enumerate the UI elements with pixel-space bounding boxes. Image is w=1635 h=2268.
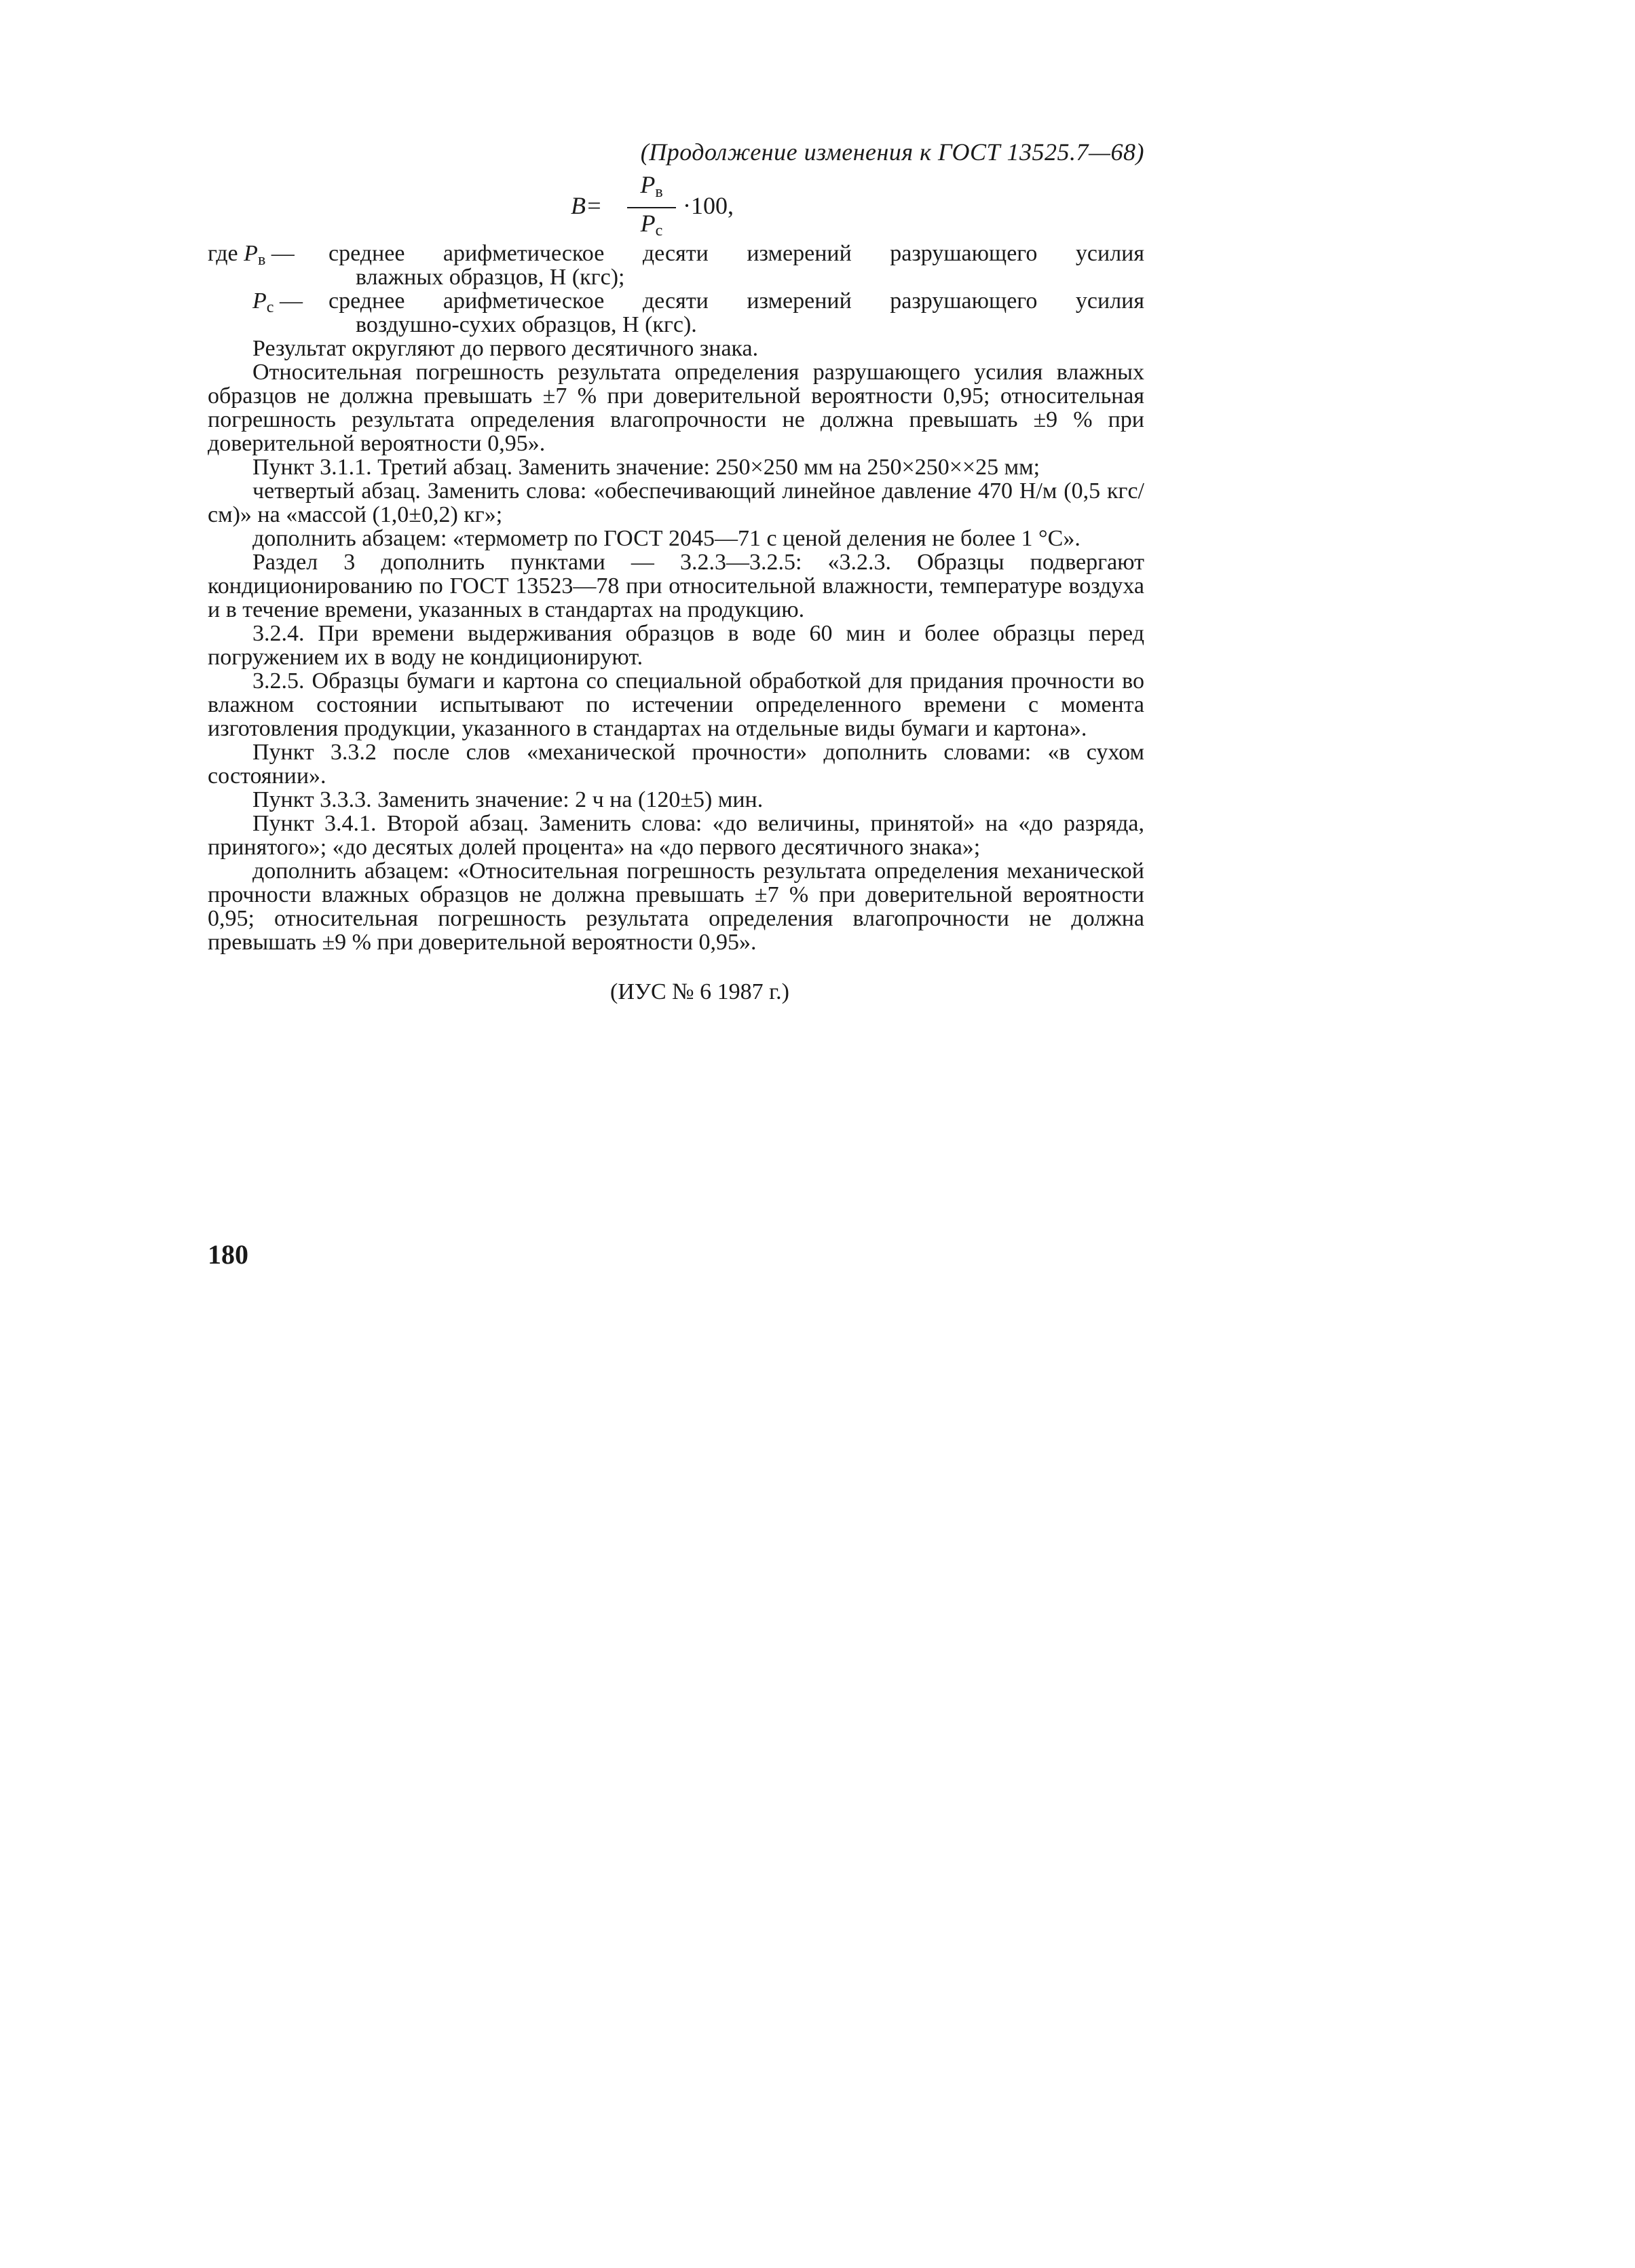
formula [208, 171, 1144, 239]
paragraph: Пункт 3.3.2 после слов «механической прочности» дополнить словами: «в сухом состоянии». [208, 740, 1144, 789]
paragraph: четвертый абзац. Заменить слова: «обеспечивающий линейное давление 470 Н/м (0,5 кгс/см)» на «массой (1,0±0,2) кг»; [208, 478, 1144, 527]
definition-text: среднее арифметическое десяти измерений разрушающего усилия [328, 288, 1144, 314]
page-number: 180 [208, 1239, 248, 1270]
continuation-header: (Продолжение изменения к ГОСТ 13525.7—68) [640, 138, 1144, 166]
formula-lhs: B= [571, 192, 603, 219]
definition-text: среднее арифметическое десяти измерений разрушающего усилия [328, 241, 1144, 266]
definition-item: где $P_в$ — среднее арифметическое десяти измерений разрушающего усилия влажных образцов, Н (кгс); [208, 241, 1144, 290]
paragraph: Пункт 3.4.1. Второй абзац. Заменить слова: «до величины, принятой» на «до разряда, принятого»; «до десятых долей процента» на «до первого десятичного знака»; [208, 811, 1144, 860]
definitions [208, 242, 1144, 337]
paragraph: дополнить абзацем: «термометр по ГОСТ 2045—71 с ценой деления не более 1 °С». [252, 526, 1080, 551]
document-page [208, 136, 1144, 1006]
definition-text-cont: влажных образцов, Н (кгс); [356, 265, 625, 290]
definition-text-cont: воздушно-сухих образцов, Н (кгс). [356, 312, 697, 337]
paragraph: Пункт 3.1.1. Третий абзац. Заменить значение: 250×250 мм на 250×250××25 мм; [252, 455, 1040, 480]
paragraph: 3.2.5. Образцы бумаги и картона со специальной обработкой для придания прочности во влажном состоянии испытывают по истечении определенного времени с момента изготовления продукции, указанного в стандартах на отдельные виды бумаги и картона». [208, 668, 1144, 741]
paragraph: Раздел 3 дополнить пунктами — 3.2.3—3.2.5: «3.2.3. Образцы подвергают кондиционированию по ГОСТ 13523—78 при относительной влажности, температуре воздуха и в течение времени, указанных в стандартах на продукцию. [208, 550, 1144, 622]
definition-item: $P_с$ — среднее арифметическое десяти измерений разрушающего усилия воздушно-сухих образцов, Н (кгс). [252, 288, 1144, 337]
formula-denominator: $P_с$ [640, 210, 663, 240]
formula-numerator: $P_в$ [627, 171, 676, 208]
paragraph: Результат округляют до первого десятичного знака. [252, 336, 759, 361]
formula-rhs: ·100, [683, 192, 734, 219]
paragraph: дополнить абзацем: «Относительная погрешность результата определения механической прочности влажных образцов не должна превышать ±7 % при доверительной вероятности 0,95; относительная погрешность результата определения влагопрочности не должна превышать ±9 % при доверительной вероятности 0,95». [208, 858, 1144, 955]
paragraph: 3.2.4. При времени выдерживания образцов в воде 60 мин и более образцы перед погружением их в воду не кондиционируют. [208, 621, 1144, 670]
source-reference: (ИУС № 6 1987 г.) [610, 979, 789, 1004]
paragraph: Пункт 3.3.3. Заменить значение: 2 ч на (120±5) мин. [252, 787, 764, 812]
paragraph: Относительная погрешность результата определения разрушающего усилия влажных образцов не должна превышать ±7 % при доверительной вероятности 0,95; относительная погрешность результата определения влагопрочности не должна превышать ±9 % при доверительной вероятности 0,95». [208, 360, 1144, 456]
formula-fraction [627, 171, 676, 246]
